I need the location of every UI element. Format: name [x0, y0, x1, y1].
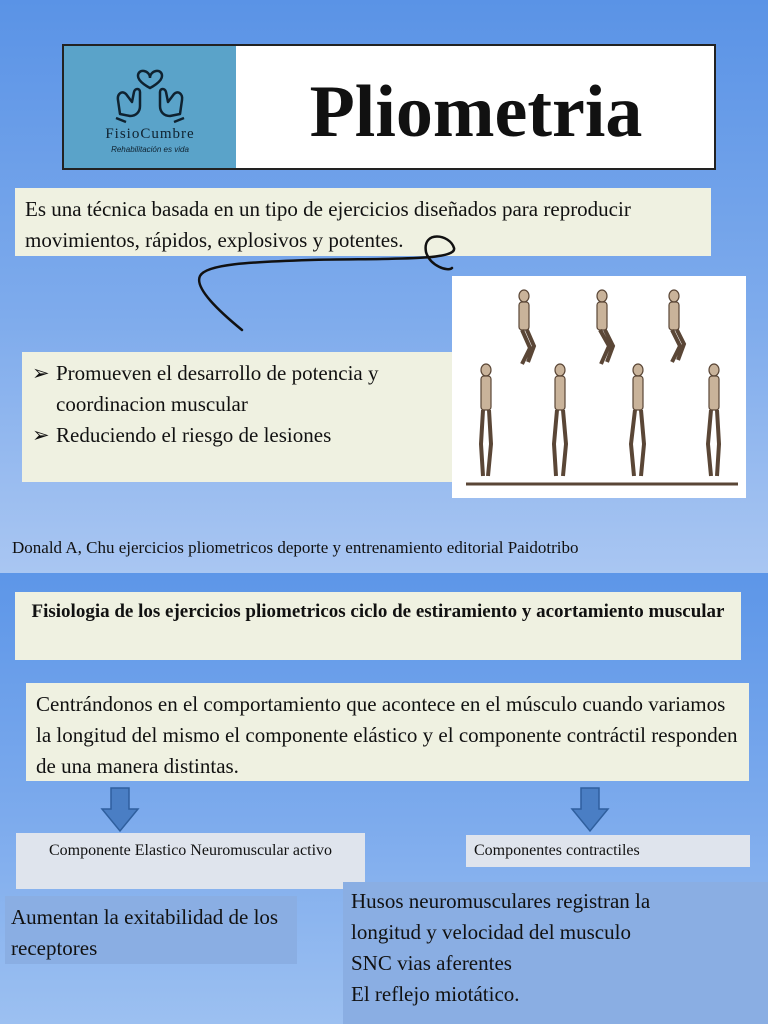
page-title: Pliometria [309, 71, 643, 153]
explanation-box: Centrándonos en el comportamiento que acontece en el músculo cuando variamos la longitud del mismo el componente elástico y el componente contráctil responden de una manera distintas. [26, 683, 749, 781]
result-line: El reflejo miotático. [351, 982, 520, 1006]
definition-box: Es una técnica basada en un tipo de ejercicios diseñados para reproducir movimientos, rápidos, explosivos y potentes. [15, 188, 711, 256]
hands-heart-icon [110, 56, 190, 124]
list-item [32, 420, 442, 451]
down-arrow-icon [570, 787, 610, 833]
arrow-bullet-icon: ➢ [32, 423, 50, 447]
section-subtitle: Fisiologia de los ejercicios pliometricos ciclo de estiramiento y acortamiento muscular [15, 592, 741, 660]
logo-brand: FisioCumbre [105, 126, 195, 142]
reference-citation: Donald A, Chu ejercicios pliometricos deporte y entrenamiento editorial Paidotribo [12, 538, 579, 557]
down-arrow-icon [100, 787, 140, 833]
logo-tagline: Rehabilitación es vida [111, 145, 189, 154]
arrow-bullet-icon: ➢ [32, 361, 50, 385]
result-line: longitud y velocidad del musculo [351, 920, 631, 944]
elastic-result-box: Aumentan la exitabilidad de los receptores [5, 896, 297, 964]
result-line: Husos neuromusculares registran la [351, 889, 651, 913]
result-line: SNC vias aferentes [351, 951, 512, 975]
contractile-result-box [343, 882, 768, 1024]
benefits-box [22, 352, 452, 482]
benefit-text: Reduciendo el riesgo de lesiones [56, 423, 332, 447]
contractile-component-label: Componentes contractiles [466, 835, 750, 867]
squiggle-line [190, 228, 470, 338]
benefit-text: Promueven el desarrollo de potencia y coordinacion muscular [56, 361, 379, 416]
logo [64, 46, 236, 168]
jumping-figures-illustration [452, 276, 746, 498]
elastic-component-label: Componente Elastico Neuromuscular activo [16, 833, 365, 889]
list-item [32, 358, 442, 420]
